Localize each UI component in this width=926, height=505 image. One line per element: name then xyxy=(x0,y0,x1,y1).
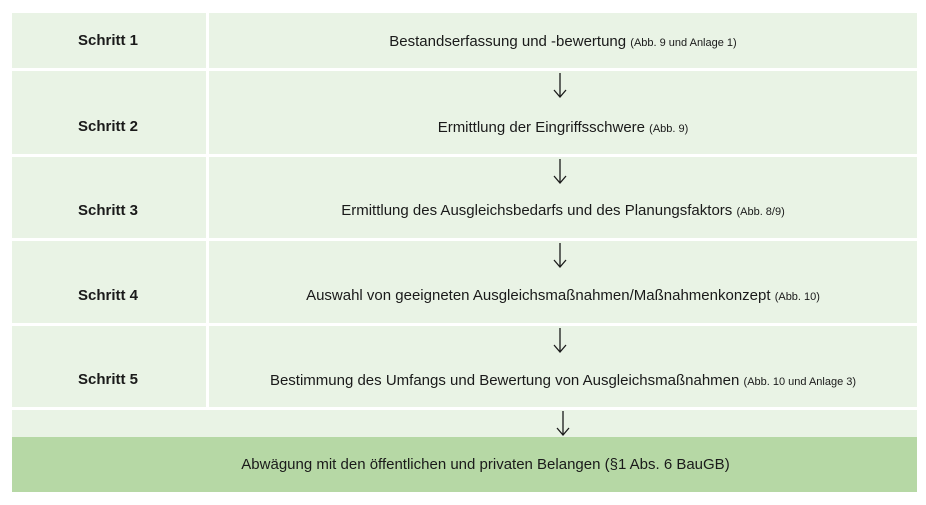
step-row-5 xyxy=(12,326,917,407)
step-content-1 xyxy=(209,13,917,68)
connector-row xyxy=(12,410,917,437)
step-description-3: Ermittlung des Ausgleichsbedarfs und des Planungsfaktors xyxy=(341,202,733,219)
step-label-4: Schritt 4 xyxy=(12,241,206,323)
step-description-2: Ermittlung der Eingriffsschwere xyxy=(437,119,645,136)
step-description-4: Auswahl von geeigneten Ausgleichsmaßnahmen/Maßnahmenkonzept xyxy=(306,287,771,304)
step-text-1 xyxy=(209,33,917,50)
step-description-1: Bestandserfassung und -bewertung xyxy=(389,33,627,50)
step-label-2: Schritt 2 xyxy=(12,71,206,154)
step-row-1 xyxy=(12,13,917,68)
final-step-text: Abwägung mit den öffentlichen und privaten Belangen (§1 Abs. 6 BauGB) xyxy=(241,456,730,473)
step-reference-3: (Abb. 8/9) xyxy=(736,206,785,218)
step-reference-2: (Abb. 9) xyxy=(649,123,689,135)
step-text-3 xyxy=(209,202,917,219)
step-reference-5: (Abb. 10 und Anlage 3) xyxy=(743,376,857,388)
step-label-3: Schritt 3 xyxy=(12,157,206,238)
arrow-down-icon xyxy=(553,159,567,185)
arrow-down-icon xyxy=(553,243,567,269)
step-description-5: Bestimmung des Umfangs und Bewertung von Ausgleichsmaßnahmen xyxy=(269,372,740,389)
step-content-3 xyxy=(209,157,917,238)
arrow-down-icon xyxy=(556,411,570,437)
step-reference-4: (Abb. 10) xyxy=(774,291,820,303)
step-label-1: Schritt 1 xyxy=(12,13,206,68)
step-reference-1: (Abb. 9 und Anlage 1) xyxy=(630,37,737,49)
step-text-5 xyxy=(209,372,917,389)
step-content-2 xyxy=(209,71,917,154)
arrow-down-icon xyxy=(553,328,567,354)
step-text-2 xyxy=(209,119,917,136)
arrow-down-icon xyxy=(553,73,567,99)
step-row-4 xyxy=(12,241,917,323)
final-step-box xyxy=(12,437,917,492)
step-row-3 xyxy=(12,157,917,238)
step-content-4 xyxy=(209,241,917,323)
connector-strip xyxy=(12,410,917,437)
step-row-2 xyxy=(12,71,917,154)
step-label-5: Schritt 5 xyxy=(12,326,206,407)
step-text-4 xyxy=(209,287,917,304)
step-content-5 xyxy=(209,326,917,407)
